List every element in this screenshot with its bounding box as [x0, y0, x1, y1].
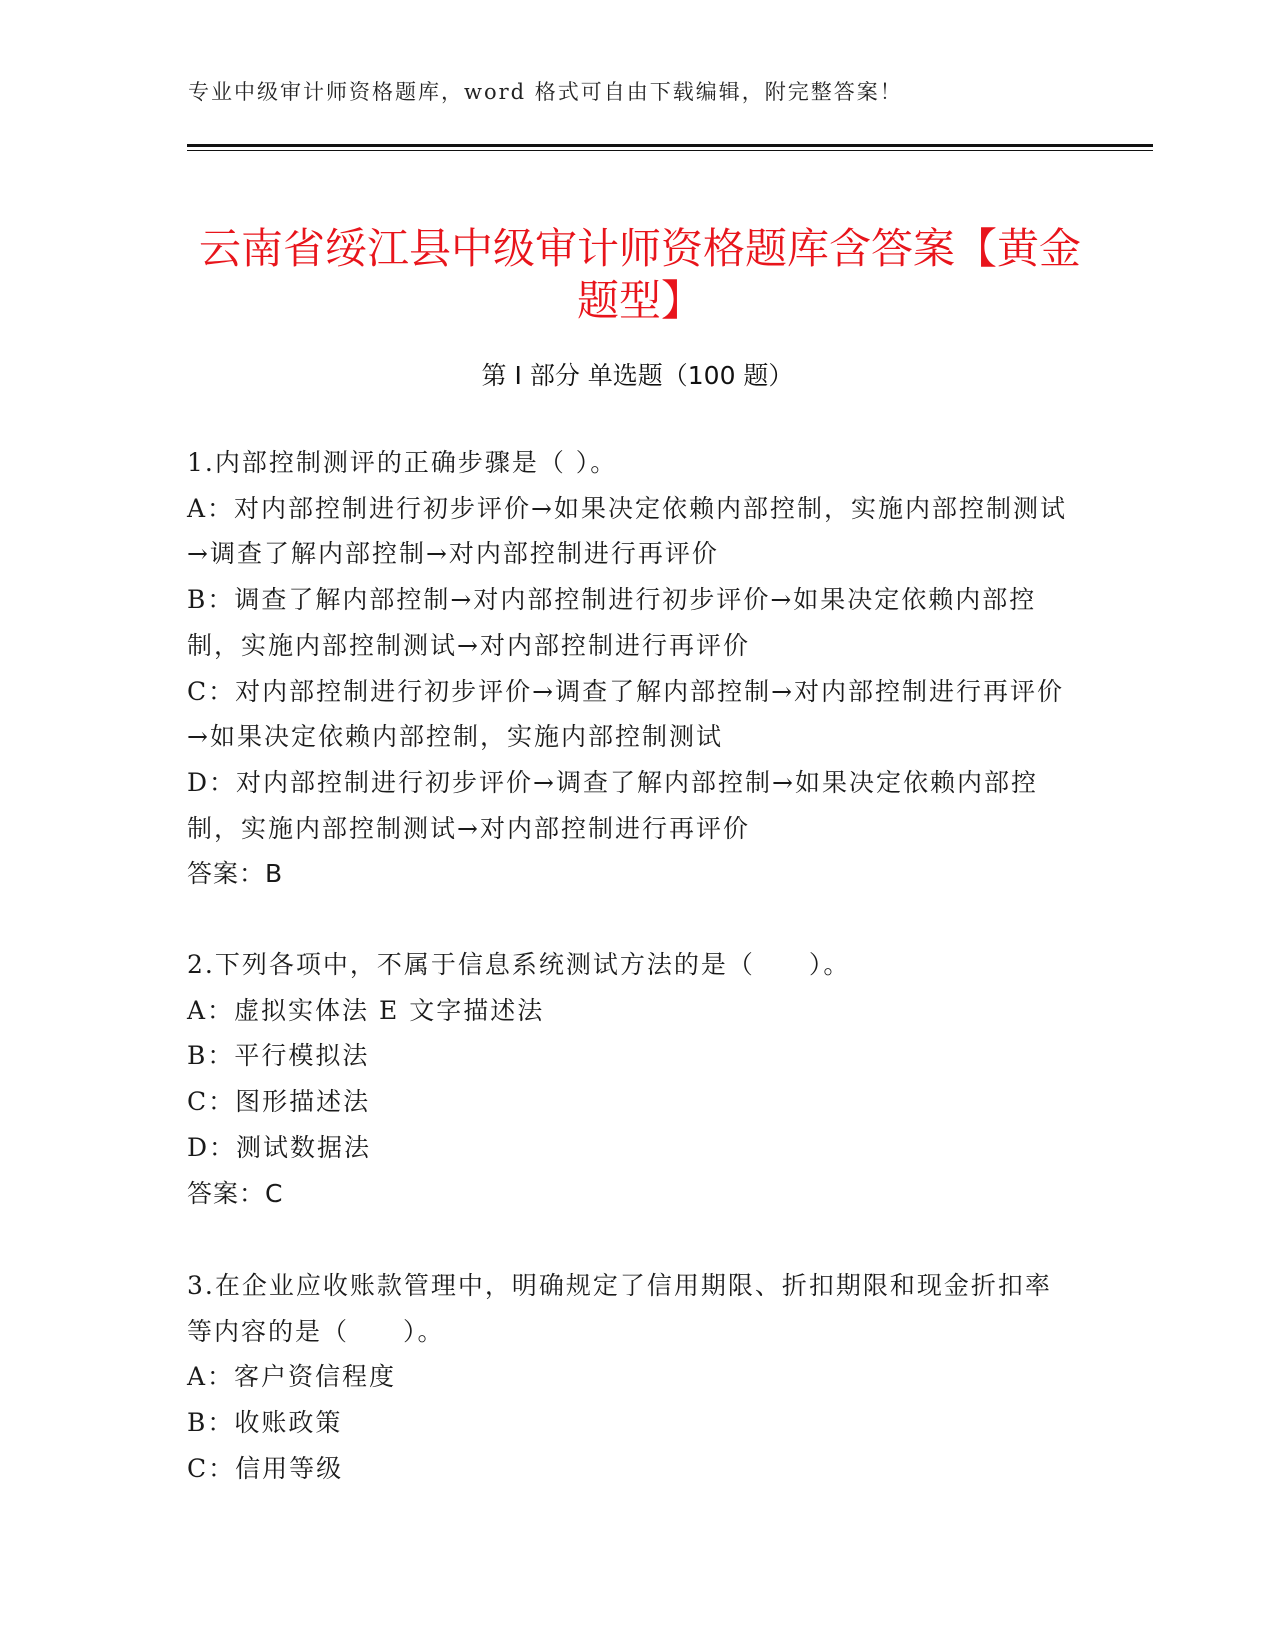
option-a: A：虚拟实体法 E 文字描述法: [187, 995, 545, 1025]
option-b: B：收账政策: [187, 1408, 343, 1438]
header-note: 专业中级审计师资格题库，word 格式可自由下载编辑，附完整答案！: [188, 80, 903, 104]
option-b: B：平行模拟法: [187, 1041, 370, 1071]
answer-line: 答案：C: [187, 1178, 284, 1208]
option-d: D：测试数据法: [187, 1132, 372, 1162]
option-a: A：对内部控制进行初步评价→如果决定依赖内部控制，实施内部控制测试→调查了解内部控制→对内部控制进行再评价: [187, 493, 1068, 569]
document-title: 云南省绥江县中级审计师资格题库含答案【黄金题型】: [198, 224, 1081, 326]
option-c: C：信用等级: [187, 1453, 344, 1483]
option-a: A：客户资信程度: [187, 1362, 397, 1392]
question-3: [187, 1263, 1067, 1492]
question-1: [187, 440, 1067, 897]
question-stem: 3.在企业应收账款管理中，明确规定了信用期限、折扣期限和现金折扣率等内容的是（ ）。: [187, 1271, 1052, 1346]
question-stem: 2.下列各项中，不属于信息系统测试方法的是（ ）。: [187, 950, 851, 979]
question-stem: 1.内部控制测评的正确步骤是（ ）。: [187, 448, 618, 477]
option-b: B：调查了解内部控制→对内部控制进行初步评价→如果决定依赖内部控制，实施内部控制测试→对内部控制进行再评价: [187, 585, 1037, 660]
answer-line: 答案：B: [187, 859, 284, 889]
option-d: D：对内部控制进行初步评价→调查了解内部控制→如果决定依赖内部控制，实施内部控制测试→对内部控制进行再评价: [187, 767, 1038, 843]
option-c: C：图形描述法: [187, 1087, 371, 1117]
question-2: [187, 942, 1067, 1216]
section-heading: 第 I 部分 单选题（100 题）: [481, 361, 794, 390]
header-rule-thin: [187, 150, 1153, 151]
header-rule-thick: [187, 144, 1153, 147]
option-c: C：对内部控制进行初步评价→调查了解内部控制→对内部控制进行再评价→如果决定依赖内部控制，实施内部控制测试: [187, 676, 1065, 752]
